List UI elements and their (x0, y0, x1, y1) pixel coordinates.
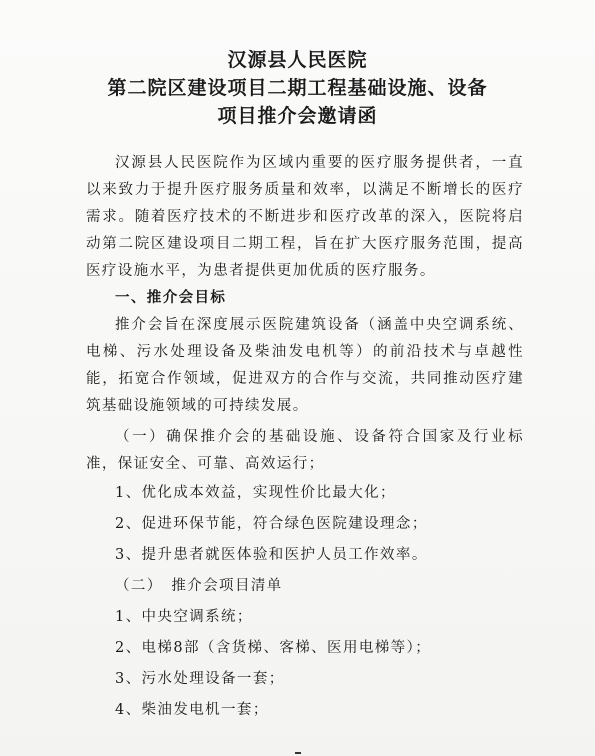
title-line-project: 第二院区建设项目二期工程基础设施、设备 (107, 77, 488, 99)
intro-paragraph: 汉源县人民医院作为区域内重要的医疗服务提供者，一直以来致力于提升医疗服务质量和效率，以满足不断增长的医疗需求。随着医疗技术的不断进步和医疗改革的深入，医院将启动第二院区建设项目二期工程，旨在扩大医疗服务范围，提高医疗设施水平，为患者提供更加优质的医疗服务。 (86, 155, 524, 279)
sub-section-2-heading: （二） 推介会项目清单 (115, 578, 283, 594)
document-body (86, 150, 524, 726)
list-item: 2、促进环保节能，符合绿色医院建设理念； (115, 516, 428, 532)
goals-paragraph: 推介会旨在深度展示医院建筑设备（涵盖中央空调系统、电梯、污水处理设备及柴油发电机等）的前沿技术与卓越性能，拓宽合作领域，促进双方的合作与交流，共同推动医疗建筑基础设施领域的可持续发展。 (86, 317, 524, 414)
page-number-mark (295, 752, 301, 754)
list-item: 3、污水处理设备一套； (115, 671, 285, 687)
section-heading-goals: 一、推介会目标 (115, 290, 227, 306)
title-line-invitation: 项目推介会邀请函 (217, 105, 378, 127)
title-line-hospital: 汉源县人民医院 (227, 49, 368, 71)
list-item: 1、中央空调系统； (115, 609, 253, 625)
document-title (0, 46, 595, 130)
goals-list (86, 478, 524, 571)
list-item: 3、提升患者就医体验和医护人员工作效率。 (115, 547, 428, 563)
list-item: 1、优化成本效益，实现性价比最大化； (115, 485, 396, 501)
list-item: 4、柴油发电机一套； (115, 702, 269, 718)
list-item: 2、电梯8部（含货梯、客梯、医用电梯等）； (115, 640, 432, 656)
sub-section-1-paragraph: （一）确保推介会的基础设施、设备符合国家及行业标准，保证安全、可靠、高效运行； (86, 429, 524, 472)
project-list (86, 602, 524, 726)
